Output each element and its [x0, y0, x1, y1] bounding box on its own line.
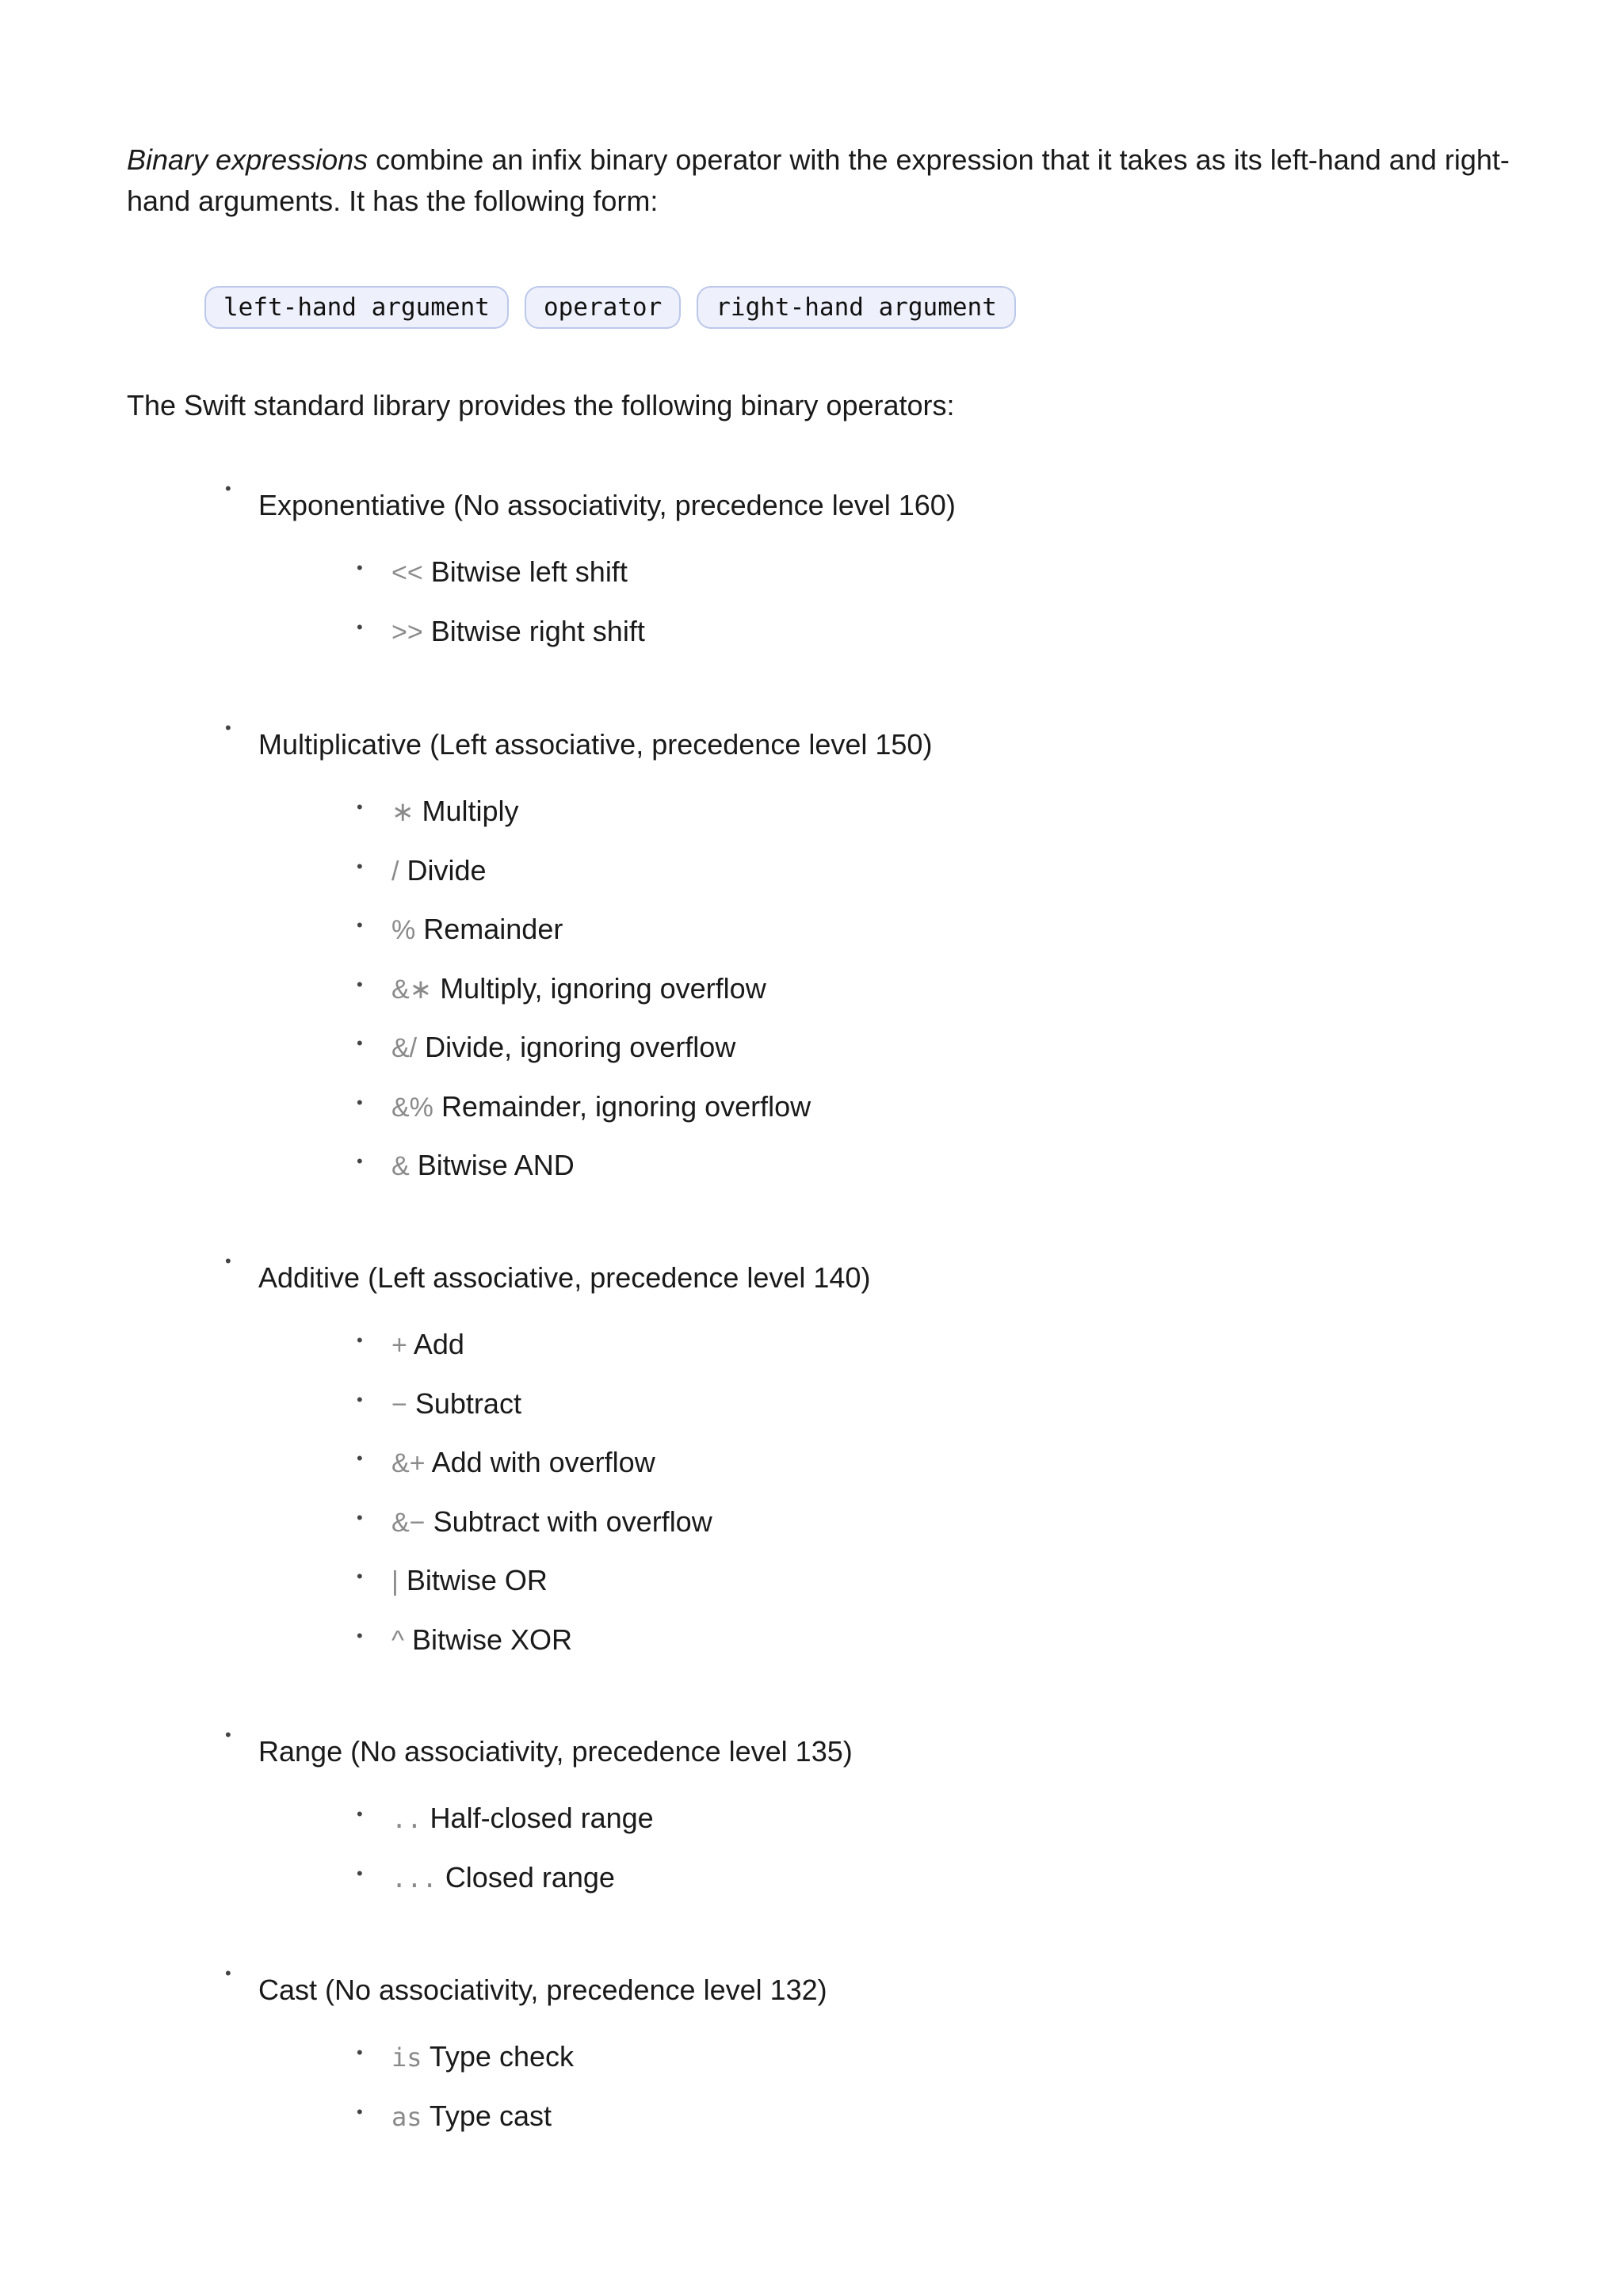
- intro-term: Binary expressions: [127, 143, 369, 176]
- operator-description: Type check: [429, 2040, 574, 2073]
- operator-description: Subtract: [414, 1386, 521, 1420]
- operator-description: Add: [413, 1328, 464, 1360]
- syntax-right-hand-argument: right-hand argument: [697, 286, 1016, 329]
- operator-symbol: ...: [391, 1863, 437, 1894]
- item-bullet: •: [357, 1033, 363, 1053]
- item-bullet: •: [357, 1625, 363, 1646]
- group-bullet: •: [225, 1963, 231, 1983]
- operator-description: Half-closed range: [430, 1802, 654, 1834]
- operator-symbol: &%: [391, 1092, 433, 1123]
- group-heading: Multiplicative (Left associative, precedence level 150): [258, 728, 933, 761]
- operator-list-item: [391, 1086, 811, 1128]
- operator-symbol: ∗: [391, 797, 414, 827]
- operator-list-item: [391, 1501, 712, 1543]
- operator-description: Remainder, ignoring overflow: [441, 1089, 812, 1123]
- operator-symbol: ^: [391, 1625, 404, 1656]
- operator-symbol: &: [391, 1151, 410, 1181]
- operator-description: Bitwise left shift: [430, 555, 628, 588]
- operator-list-item: [391, 850, 487, 892]
- operator-description: Bitwise AND: [417, 1149, 575, 1181]
- operator-description: Multiply, ignoring overflow: [440, 971, 766, 1005]
- operator-symbol: &+: [391, 1448, 426, 1478]
- operator-description: Divide, ignoring overflow: [425, 1031, 736, 1063]
- group-heading: Exponentiative (No associativity, precedence level 160): [258, 489, 956, 521]
- operator-list-item: [391, 611, 645, 653]
- group-heading: Additive (Left associative, precedence level 140): [258, 1261, 871, 1294]
- operator-symbol: +: [391, 1330, 407, 1360]
- item-bullet: •: [357, 974, 363, 994]
- item-bullet: •: [357, 1151, 363, 1171]
- group-bullet: •: [225, 1725, 231, 1745]
- operator-description: Remainder: [423, 913, 563, 945]
- item-bullet: •: [357, 1507, 363, 1527]
- operators-lead: The Swift standard library provides the following binary operators:: [127, 389, 955, 421]
- group-bullet: •: [225, 479, 231, 498]
- operator-symbol: is: [391, 2042, 422, 2073]
- intro-paragraph: [127, 139, 1522, 222]
- operator-list-item: [391, 1145, 575, 1187]
- group-heading: Range (No associativity, precedence level 135): [258, 1735, 853, 1768]
- syntax-left-hand-argument: left-hand argument: [204, 286, 509, 329]
- operator-description: Closed range: [445, 1860, 615, 1894]
- operator-list-item: [391, 968, 766, 1010]
- operator-symbol: ..: [391, 1804, 422, 1834]
- operator-list-item: [391, 909, 563, 951]
- operator-list-item: [391, 2096, 552, 2138]
- operator-description: Add with overflow: [431, 1446, 655, 1478]
- item-bullet: •: [357, 2101, 363, 2122]
- operator-list-item: [391, 1857, 615, 1899]
- operator-list-item: [391, 1560, 548, 1602]
- operator-symbol: &/: [391, 1033, 418, 1063]
- group-heading: Cast (No associativity, precedence level 132): [258, 1974, 827, 2006]
- operator-symbol: &−: [391, 1507, 426, 1538]
- operator-symbol: %: [391, 915, 416, 945]
- operator-list-item: [391, 1442, 655, 1484]
- item-bullet: •: [357, 797, 363, 817]
- item-bullet: •: [357, 1389, 363, 1409]
- operator-list-item: [391, 551, 628, 593]
- operator-list-item: [391, 1619, 572, 1661]
- operator-symbol: /: [391, 856, 399, 887]
- item-bullet: •: [357, 2042, 363, 2062]
- item-bullet: •: [357, 915, 363, 935]
- syntax-operator: operator: [525, 286, 681, 329]
- group-bullet: •: [225, 1251, 231, 1271]
- item-bullet: •: [357, 1804, 363, 1824]
- operator-list-item: [391, 1798, 654, 1840]
- syntax-form: [204, 286, 1016, 329]
- operator-symbol: >>: [391, 616, 423, 647]
- operator-list-item: [391, 1383, 521, 1425]
- intro-text: combine an infix binary operator with the expression that it takes as its left-hand and right-hand arguments. It has the following form:: [127, 143, 1510, 217]
- item-bullet: •: [357, 558, 363, 578]
- operator-symbol: as: [391, 2101, 422, 2132]
- operator-description: Bitwise right shift: [430, 614, 645, 647]
- item-bullet: •: [357, 1566, 363, 1586]
- operator-symbol: <<: [391, 558, 423, 588]
- operator-list-item: [391, 2036, 574, 2078]
- operator-symbol: −: [391, 1389, 407, 1420]
- operator-description: Multiply: [422, 795, 519, 827]
- operator-description: Type cast: [429, 2099, 552, 2132]
- operator-description: Divide: [407, 853, 487, 887]
- item-bullet: •: [357, 616, 363, 637]
- operator-description: Bitwise OR: [406, 1564, 548, 1596]
- operator-symbol: |: [391, 1566, 399, 1596]
- operator-symbol: &∗: [391, 974, 433, 1005]
- group-bullet: •: [225, 718, 231, 738]
- item-bullet: •: [357, 1863, 363, 1883]
- operator-list-item: [391, 1324, 464, 1366]
- operator-description: Subtract with overflow: [433, 1505, 712, 1538]
- item-bullet: •: [357, 856, 363, 876]
- item-bullet: •: [357, 1448, 363, 1468]
- item-bullet: •: [357, 1330, 363, 1350]
- operator-list-item: [391, 791, 519, 833]
- item-bullet: •: [357, 1092, 363, 1112]
- operator-list-item: [391, 1027, 735, 1069]
- operator-description: Bitwise XOR: [411, 1623, 573, 1656]
